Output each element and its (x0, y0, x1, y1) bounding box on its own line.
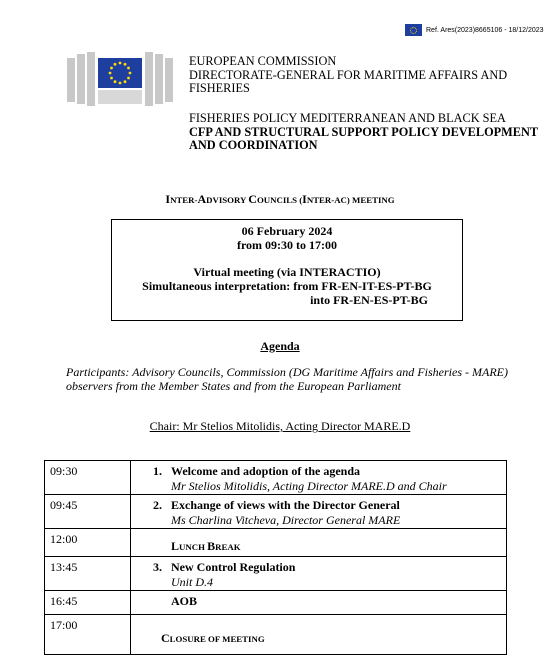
title-part: C (248, 192, 257, 206)
lunch-break-label (171, 539, 241, 553)
item-presenter: Unit D.4 (171, 575, 213, 589)
item-number: 3. (153, 560, 162, 574)
table-row (45, 495, 507, 529)
label-part: LOSURE OF MEETING (169, 634, 265, 644)
organisation-header (189, 55, 507, 96)
interpretation-into: into FR-EN-ES-PT-BG (310, 293, 428, 307)
row-time: 12:00 (45, 529, 131, 557)
directorate-header (189, 112, 538, 153)
title-part: MEETING (352, 195, 395, 205)
directorate-name: FISHERIES POLICY MEDITERRANEAN AND BLACK SEA (189, 111, 506, 125)
meeting-time: from 09:30 to 17:00 (236, 238, 338, 252)
meeting-title (0, 192, 560, 207)
title-part: NTER-AC) (306, 195, 353, 205)
agenda-table (44, 460, 507, 655)
meeting-date: 06 February 2024 (241, 224, 333, 238)
item-number: 1. (153, 464, 162, 478)
item-number: 2. (153, 498, 162, 512)
dg-name-line2: FISHERIES (189, 81, 250, 95)
chair-line: Chair: Mr Stelios Mitolidis, Acting Director MARE.D (149, 419, 411, 433)
row-item (131, 591, 507, 615)
title-part: I (302, 192, 307, 206)
agenda-heading: Agenda (260, 339, 300, 353)
item-title: Exchange of views with the Director General (171, 498, 400, 512)
label-part: UNCH (179, 542, 208, 552)
item-presenter: Ms Charlina Vitcheva, Director General MARE (171, 513, 401, 527)
title-part: I (165, 192, 171, 206)
label-part: C (161, 631, 170, 645)
item-title: Welcome and adoption of the agenda (171, 464, 361, 478)
unit-name-line2: AND COORDINATION (189, 138, 318, 152)
title-part: A (197, 192, 207, 206)
european-commission-logo (67, 50, 179, 108)
row-time: 16:45 (45, 591, 131, 615)
row-item (131, 461, 507, 495)
row-time: 17:00 (45, 615, 131, 655)
table-row (45, 557, 507, 591)
participants-text: Participants: Advisory Councils, Commission (DG Maritime Affairs and Fisheries - MARE) observers from the Member States and from the European Parliament (66, 365, 508, 393)
reference-number: Ref. Ares(2023)8665106 - 18/12/2023 (426, 26, 544, 34)
item-title: AOB (171, 594, 198, 608)
row-time: 09:45 (45, 495, 131, 529)
title-part: OUNCILS ( (256, 195, 303, 205)
row-item (131, 495, 507, 529)
label-part: L (171, 539, 180, 553)
table-row (45, 591, 507, 615)
row-time: 09:30 (45, 461, 131, 495)
item-title: New Control Regulation (171, 560, 296, 574)
row-item (131, 529, 507, 557)
title-part: NTER- (170, 195, 198, 205)
table-row (45, 529, 507, 557)
eu-flag-icon (405, 24, 422, 36)
dg-name-line1: DIRECTORATE-GENERAL FOR MARITIME AFFAIRS AND (189, 67, 508, 82)
table-row (45, 615, 507, 655)
row-time: 13:45 (45, 557, 131, 591)
interpretation-from: Simultaneous interpretation: from FR-EN-IT-ES-PT-BG (142, 279, 432, 293)
org-name: EUROPEAN COMMISSION (189, 54, 337, 68)
item-presenter: Mr Stelios Mitolidis, Acting Director MARE.D and Chair (171, 479, 447, 493)
table-row (45, 461, 507, 495)
row-item (131, 615, 507, 655)
meeting-venue: Virtual meeting (via INTERACTIO) (193, 265, 381, 279)
unit-name-line1: CFP AND STRUCTURAL SUPPORT POLICY DEVELOPMENT (189, 124, 539, 139)
meeting-info-box (111, 219, 463, 321)
reference-stamp (405, 24, 544, 36)
label-part: REAK (215, 542, 241, 552)
title-part: DVISORY (206, 195, 249, 205)
label-part: B (207, 539, 216, 553)
row-item (131, 557, 507, 591)
closure-label (161, 631, 265, 645)
